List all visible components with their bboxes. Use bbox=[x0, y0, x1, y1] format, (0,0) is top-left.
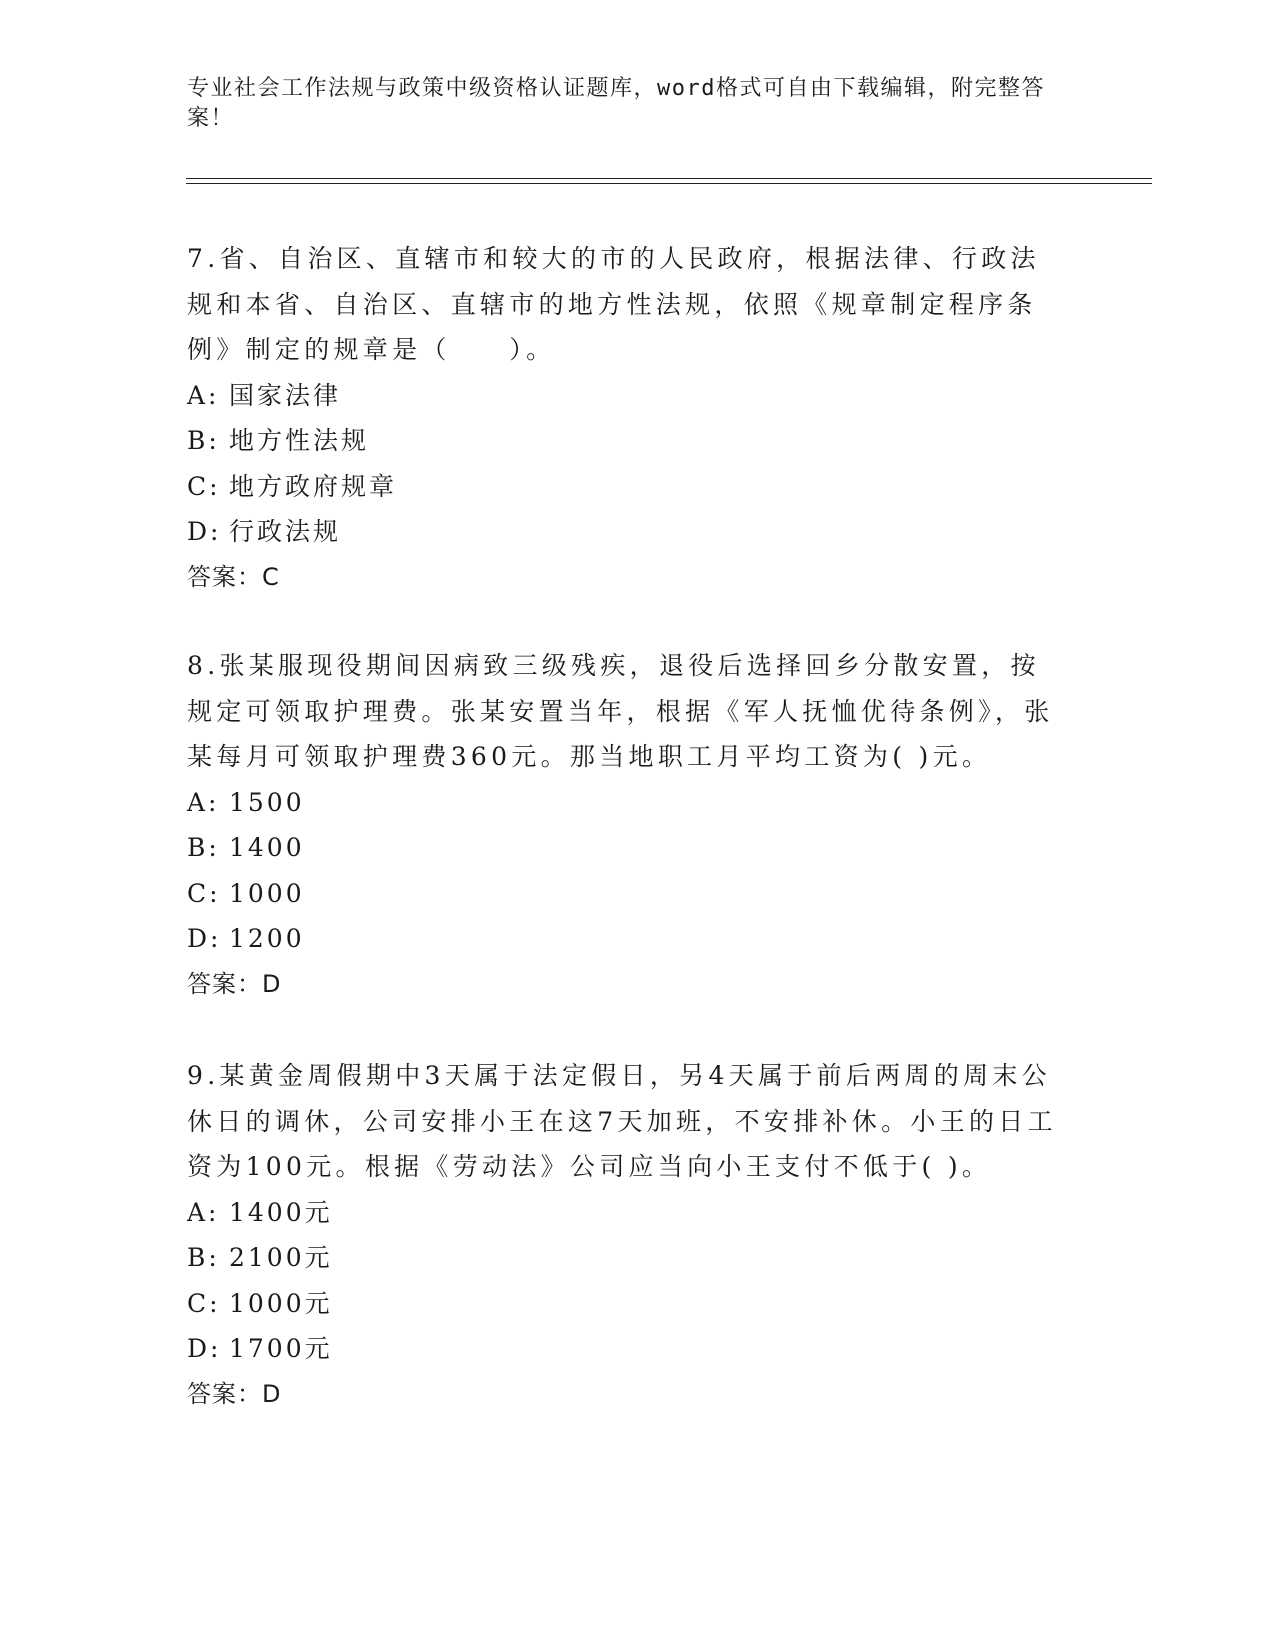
question-8 bbox=[187, 643, 1067, 1007]
answer-line: 答案：D bbox=[187, 1379, 282, 1408]
question-9 bbox=[187, 1053, 1067, 1417]
question-stem: 8.张某服现役期间因病致三级残疾，退役后选择回乡分散安置，按规定可领取护理费。张某安置当年，根据《军人抚恤优待条例》，张某每月可领取护理费360元。那当地职工月平均工资为( )元。 bbox=[187, 651, 1054, 771]
option-d bbox=[187, 509, 1067, 555]
option-label: C: bbox=[187, 1288, 221, 1318]
option-b bbox=[187, 1235, 1067, 1281]
option-text: 1000 bbox=[229, 878, 305, 908]
document-header: 专业社会工作法规与政策中级资格认证题库，word格式可自由下载编辑，附完整答案！ bbox=[187, 76, 1045, 131]
option-label: D: bbox=[187, 924, 222, 953]
option-text: 地方政府规章 bbox=[229, 471, 398, 501]
option-label: B: bbox=[187, 833, 220, 862]
question-stem: 9.某黄金周假期中3天属于法定假日，另4天属于前后两周的周末公休日的调休，公司安排小王在这7天加班，不安排补休。小王的日工资为100元。根据《劳动法》公司应当向小王支付不低于( )。 bbox=[187, 1061, 1057, 1181]
option-d bbox=[187, 916, 1067, 962]
option-label: C: bbox=[187, 471, 221, 501]
option-label: B: bbox=[187, 1243, 220, 1272]
option-text: 行政法规 bbox=[229, 517, 342, 546]
option-text: 地方性法规 bbox=[229, 426, 370, 455]
option-label: A: bbox=[187, 787, 220, 817]
option-a bbox=[187, 780, 1067, 826]
option-text: 1400元 bbox=[229, 1197, 333, 1227]
option-text: 2100元 bbox=[229, 1243, 333, 1272]
option-b bbox=[187, 825, 1067, 871]
option-label: B: bbox=[187, 426, 220, 455]
option-b bbox=[187, 418, 1067, 464]
option-c bbox=[187, 464, 1067, 510]
option-label: C: bbox=[187, 878, 221, 908]
answer-line: 答案：D bbox=[187, 969, 282, 998]
option-d bbox=[187, 1326, 1067, 1372]
option-label: A: bbox=[187, 380, 220, 410]
header-rule-top bbox=[186, 178, 1152, 179]
question-7 bbox=[187, 236, 1067, 600]
option-c bbox=[187, 1281, 1067, 1327]
option-text: 1000元 bbox=[229, 1288, 333, 1318]
header-rule-bottom bbox=[186, 183, 1152, 184]
option-a bbox=[187, 373, 1067, 419]
option-text: 1200 bbox=[229, 924, 305, 953]
question-stem: 7.省、自治区、直辖市和较大的市的人民政府，根据法律、行政法规和本省、自治区、直辖市的地方性法规，依照《规章制定程序条例》制定的规章是（ ）。 bbox=[187, 244, 1040, 364]
option-label: A: bbox=[187, 1197, 220, 1227]
option-text: 1400 bbox=[229, 833, 305, 862]
option-a bbox=[187, 1190, 1067, 1236]
option-label: D: bbox=[187, 517, 222, 546]
option-c bbox=[187, 871, 1067, 917]
answer-line: 答案：C bbox=[187, 562, 280, 591]
option-text: 1700元 bbox=[229, 1334, 333, 1363]
option-text: 1500 bbox=[229, 787, 305, 817]
option-label: D: bbox=[187, 1334, 222, 1363]
option-text: 国家法律 bbox=[229, 380, 342, 410]
